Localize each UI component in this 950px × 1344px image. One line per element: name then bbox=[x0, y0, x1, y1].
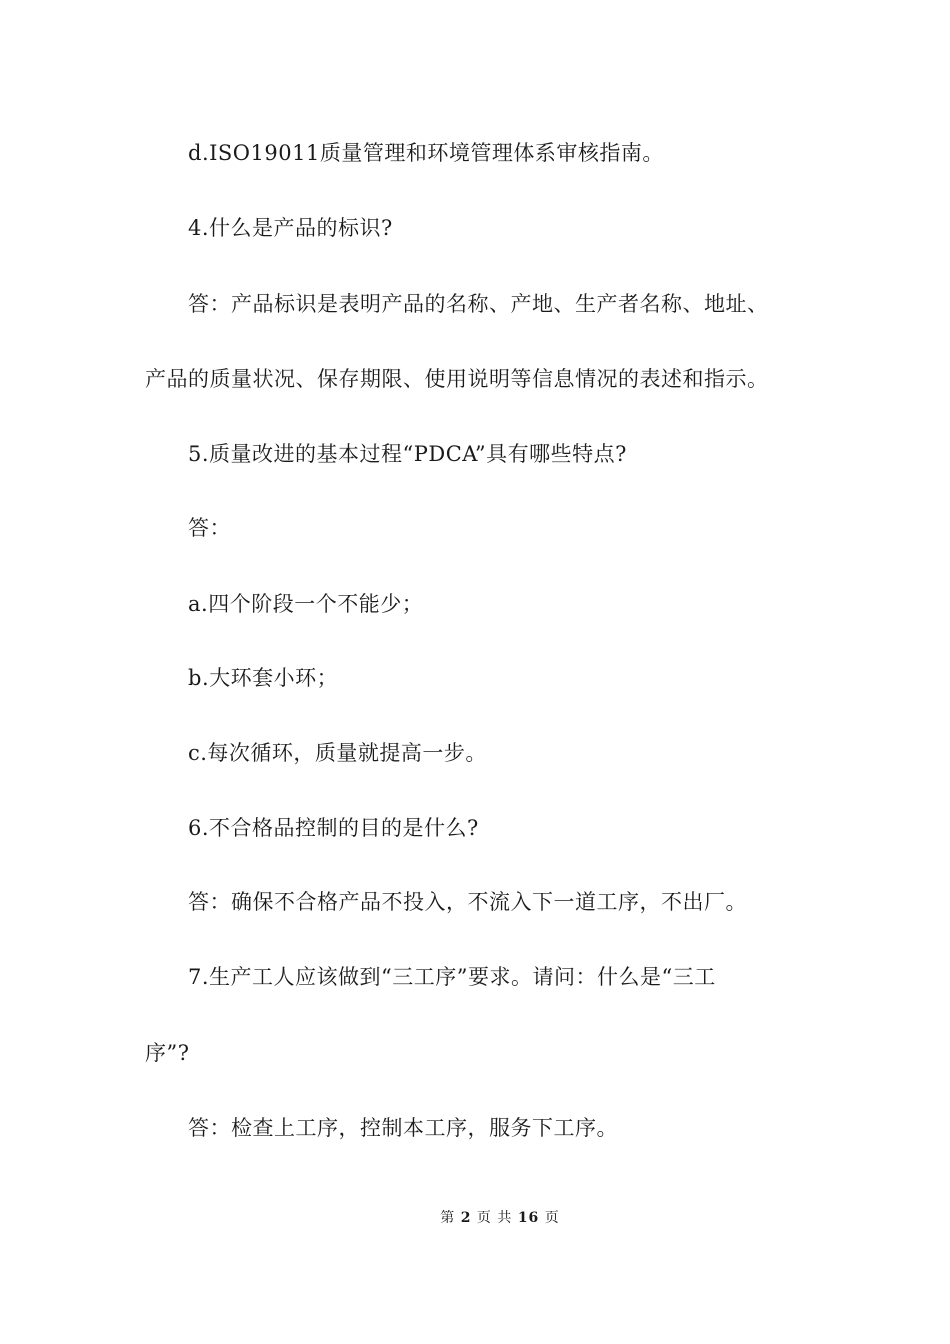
question-5: 5.质量改进的基本过程“PDCA”具有哪些特点? bbox=[188, 442, 627, 466]
answer-4-line-1: 答：产品标识是表明产品的名称、产地、生产者名称、地址、 bbox=[188, 292, 769, 316]
page-footer bbox=[0, 1208, 950, 1228]
answer-5-item-a: a.四个阶段一个不能少； bbox=[188, 592, 424, 616]
question-7-line-1: 7.生产工人应该做到“三工序”要求。请问：什么是“三工 bbox=[188, 965, 716, 989]
question-7-line-2: 序”? bbox=[145, 1041, 190, 1065]
footer-middle: 页 共 bbox=[476, 1210, 513, 1226]
answer-6: 答：确保不合格产品不投入，不流入下一道工序，不出厂。 bbox=[188, 890, 747, 914]
question-4: 4.什么是产品的标识? bbox=[188, 216, 393, 240]
answer-4-line-2: 产品的质量状况、保存期限、使用说明等信息情况的表述和指示。 bbox=[145, 367, 769, 391]
current-page-number: 2 bbox=[460, 1210, 472, 1226]
answer-5-item-b: b.大环套小环； bbox=[188, 666, 339, 690]
total-page-count: 16 bbox=[517, 1210, 540, 1226]
answer-5-item-c: c.每次循环，质量就提高一步。 bbox=[188, 741, 487, 765]
footer-prefix: 第 bbox=[440, 1210, 456, 1226]
footer-suffix: 页 bbox=[544, 1210, 560, 1226]
text-line: d.ISO19011质量管理和环境管理体系审核指南。 bbox=[188, 141, 664, 165]
question-6: 6.不合格品控制的目的是什么? bbox=[188, 816, 479, 840]
answer-7: 答：检查上工序，控制本工序，服务下工序。 bbox=[188, 1116, 618, 1140]
answer-5-label: 答： bbox=[188, 516, 231, 540]
